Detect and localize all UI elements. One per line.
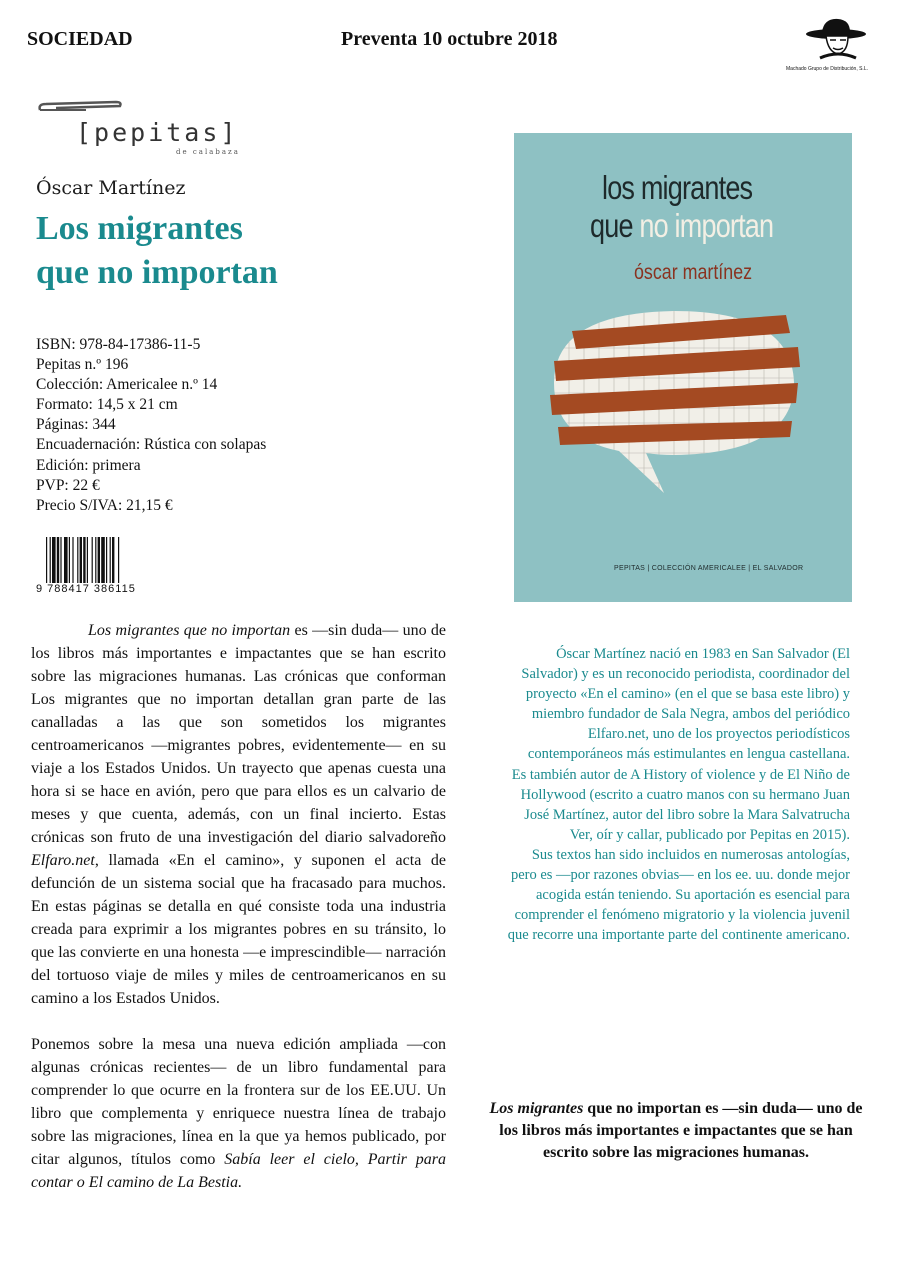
author-bio [505,644,850,945]
synopsis-elfaro: Elfaro.net [31,852,95,869]
barcode-bar [60,537,61,583]
synopsis-text-a: es —sin duda— uno de los libros más importantes e impactantes que se han escrito sobre las migraciones humanas. Las crónicas que conforman Los migrantes que no importan detallan gran parte de las canalladas a las que son sometidos los migrantes centroamericanos —migrantes pobres, evidentemente— en su viaje a los Estados Unidos. Un trayecto que apenas cuesta una hora si se hace en avión, pero que para ellos es un calvario de meses y que cuenta, además, con un final incierto. Estas crónicas son fruto de una investigación del diario salvadoreño [31,622,446,846]
cover-author: óscar martínez [634,261,753,284]
pull-quote-italic: Los migrantes [489,1100,584,1117]
book-title [36,207,278,295]
cover-illustration [514,133,852,602]
spec-pages: Páginas: 344 [36,416,116,434]
barcode-number: 9 788417 386115 [36,583,136,595]
barcode-bar [118,537,119,583]
synopsis [31,619,446,1194]
book-author: Óscar Martínez [36,177,186,199]
publisher-logo [36,96,246,162]
barcode-bar [87,537,88,583]
synopsis-text-b: , llamada «En el camino», y suponen el acta de defunción de un sistema social que ha fracasado para muchos. En estas páginas se detalla en qué consiste toda una industria creada para exprimir a los migrantes pobres en su tránsito, lo que las convierte en una honesta —e imprescindible— narración del tortuoso viaje de miles y miles de centroamericanos en su camino a los Estados Unidos. [31,852,446,1007]
spec-price: PVP: 22 € [36,476,100,494]
hat-man-icon [800,14,880,62]
bio-paragraph-3: Sus textos han sido incluidos en numerosas antologías, pero es —por razones obvias— en los ee. uu. donde mejor acogida están teniendo. Su aportación es esencial para comprender el fenómeno migratorio y la violencia juvenil que recorre una importante parte del continente americano. [507,846,850,944]
synopsis-paragraph-2 [31,1033,446,1194]
pull-quote-text: que no importan es —sin duda— uno de los libros más importantes e impactantes que se han escrito sobre las migraciones humanas. [499,1100,863,1161]
book-specs [36,335,266,516]
pull-quote [488,1098,864,1164]
section-label: SOCIEDAD [27,28,133,50]
barcode-bar [112,537,114,583]
book-cover [514,133,852,602]
book-title-line2: que no importan [36,254,278,291]
synopsis-text-c: Ponemos sobre la mesa una nueva edición ampliada —con algunas crónicas recientes— de un libro fundamental para comprender lo que ocurre en la frontera sur de los EE.UU. Un libro que complementa y enriquece nuestra línea de trabajo sobre las migraciones, línea en la que ya hemos publicado, por citar algunos, títulos como [31,1036,446,1168]
publisher-name: [pepitas] [76,118,239,147]
barcode-bar [95,537,96,583]
barcode-bar [69,537,70,583]
barcode-bar [50,537,51,583]
barcode-bars [46,537,158,583]
spec-binding: Encuadernación: Rústica con solapas [36,436,267,454]
spec-isbn: ISBN: 978-84-17386-11-5 [36,336,201,353]
bio-paragraph-2: Es también autor de A History of violence y de El Niño de Hollywood (escrito a cuatro manos con su hermano Juan José Martínez, autor del libro sobre la Mara Salvatrucha Ver, oír y callar, publicado por Pepitas en 2015). [511,766,850,843]
barcode-bar [64,537,68,583]
paperclip-icon [36,96,126,116]
publisher-subtitle: de calabaza [176,148,240,156]
barcode-bar [80,537,82,583]
synopsis-title-italic: Los migrantes que no importan [88,622,291,639]
synopsis-titles-italic: Sabía leer el cielo, Partir para contar o El camino de La Bestia. [31,1151,446,1191]
barcode-bar [77,537,78,583]
barcode-bar [83,537,85,583]
presale-date: Preventa 10 octubre 2018 [341,28,558,50]
barcode-bar [98,537,100,583]
barcode-bar [52,537,56,583]
spec-price-net: Precio S/IVA: 21,15 € [36,496,173,514]
cover-footer: PEPITAS | COLECCIÓN AMERICALEE | EL SALVADOR [614,565,804,572]
barcode-bar [106,537,107,583]
barcode-bar [46,537,47,583]
synopsis-paragraph-1 [31,619,446,1010]
barcode-bar [101,537,105,583]
spec-edition: Edición: primera [36,456,141,474]
spec-format: Formato: 14,5 x 21 cm [36,396,178,414]
barcode-bar [92,537,93,583]
distributor-logo [786,14,880,72]
barcode-bar [110,537,111,583]
barcode-bar [72,537,73,583]
book-title-line1: Los migrantes [36,210,243,247]
spec-collection: Colección: Americalee n.º 14 [36,376,218,394]
cover-title-line1: los migrantes [602,169,753,206]
cover-title-que: que [590,207,640,244]
distributor-name: Machado Grupo de Distribución, S.L. [786,66,868,72]
cover-title-noimportan: no importan [639,207,774,244]
spec-number: Pepitas n.º 196 [36,356,129,374]
bio-paragraph-1: Óscar Martínez nació en 1983 en San Salvador (El Salvador) y es un reconocido periodista, coordinador del proyecto «En el camino» (en el que se basa este libro) y miembro fundador de Sala Negra, ambos del periódico Elfaro.net, uno de los proyectos periodísticos contemporáneos más estimulantes en lengua castellana. [521,646,850,763]
barcode-bar [57,537,59,583]
barcode [36,537,160,599]
